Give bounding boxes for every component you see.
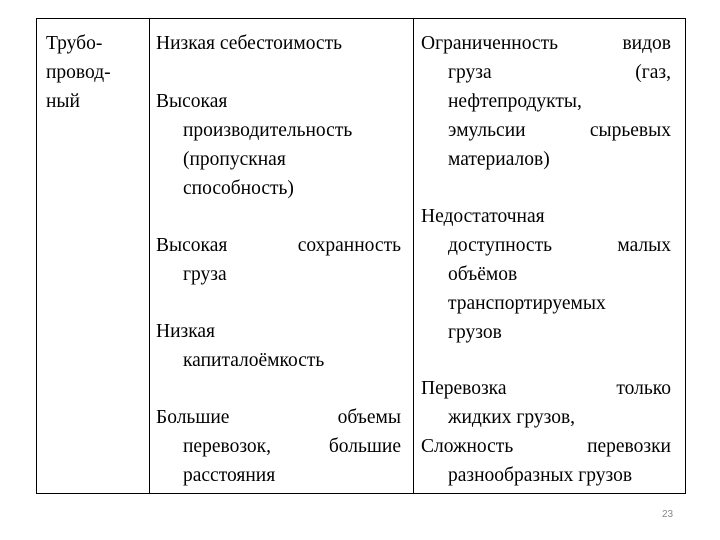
disadvantage-line [421, 432, 671, 461]
disadvantage-line: объёмов [448, 264, 518, 285]
advantage-line: расстояния [183, 465, 276, 486]
disadvantage-line: Недостаточная [421, 206, 545, 227]
disadvantage-word: Перевозка [421, 378, 507, 399]
advantage-line: Высокая [156, 91, 228, 112]
disadvantage-line [421, 231, 671, 260]
transport-type-line: провод- [46, 62, 111, 83]
disadvantage-word: перевозки [587, 436, 671, 457]
disadvantage-word: сырьевых [589, 120, 671, 141]
disadvantage-small-volumes [421, 202, 671, 347]
advantage-word: объемы [337, 407, 401, 428]
column-divider-2 [413, 19, 414, 493]
advantage-productivity [156, 87, 352, 203]
advantage-word: большие [328, 436, 401, 457]
advantage-line: производительность [183, 120, 353, 141]
page-number: 23 [662, 509, 674, 520]
transport-type-cell [46, 29, 111, 116]
disadvantage-word: Ограниченность [421, 33, 558, 54]
disadvantage-line: жидких грузов, [448, 407, 576, 428]
disadvantage-word: (газ, [635, 62, 671, 83]
disadvantage-word: эмульсии [448, 120, 526, 141]
disadvantage-line: материалов) [448, 149, 550, 170]
advantage-line: (пропускная [183, 149, 286, 170]
advantage-word: Высокая [156, 235, 228, 256]
disadvantage-word: доступность [448, 235, 553, 256]
disadvantage-complexity [421, 432, 671, 490]
disadvantage-line [421, 374, 671, 403]
disadvantage-line [421, 116, 671, 145]
disadvantage-liquid-only [421, 374, 671, 432]
advantage-line: способность) [183, 178, 294, 199]
disadvantage-line: транспортируемых [448, 293, 606, 314]
disadvantage-word: только [616, 378, 671, 399]
advantage-safety [156, 231, 401, 289]
advantage-line: Низкая себестоимость [156, 33, 343, 54]
advantage-line: Низкая [156, 321, 216, 342]
advantage-word: сохранность [297, 235, 401, 256]
disadvantage-line [421, 58, 671, 87]
disadvantage-word: Сложность [421, 436, 514, 457]
advantage-low-cost [156, 29, 342, 58]
transport-type-line: ный [46, 91, 80, 112]
disadvantage-limited-types [421, 29, 671, 174]
disadvantage-word: груза [448, 62, 492, 83]
advantage-line [156, 403, 401, 432]
advantage-line: капиталоёмкость [183, 350, 325, 371]
advantage-word: перевозок, [183, 436, 272, 457]
advantage-capital [156, 317, 324, 375]
disadvantage-line: разнообразных грузов [448, 465, 633, 486]
disadvantage-word: малых [617, 235, 671, 256]
disadvantage-line: грузов [448, 322, 502, 343]
advantage-line [156, 231, 401, 260]
advantage-line: груза [183, 264, 227, 285]
disadvantage-line [421, 29, 671, 58]
advantage-volumes [156, 403, 401, 490]
column-divider-1 [149, 19, 150, 493]
transport-type-line: Трубо- [46, 33, 103, 54]
disadvantage-word: видов [622, 33, 671, 54]
advantage-word: Большие [156, 407, 230, 428]
disadvantage-line: нефтепродукты, [448, 91, 582, 112]
advantage-line [156, 432, 401, 461]
